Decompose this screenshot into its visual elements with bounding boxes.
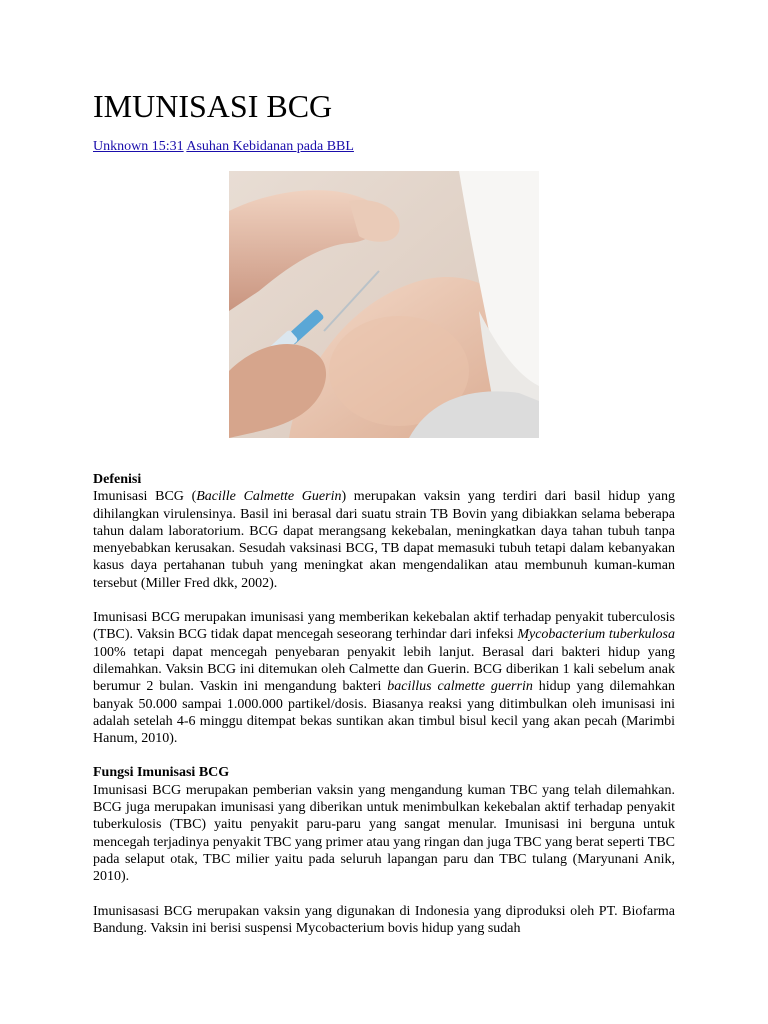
category-link[interactable]: Asuhan Kebidanan pada BBL [186, 139, 354, 154]
vaccination-photo [229, 171, 539, 438]
function-paragraph-2 [93, 903, 675, 938]
definition-heading: Defenisi [93, 472, 142, 487]
page-title: IMUNISASI BCG [93, 88, 333, 124]
italic-term: bacillus calmette guerrin [387, 679, 533, 695]
author-time-link[interactable]: Unknown 15:31 [93, 139, 184, 154]
function-heading: Fungsi Imunisasi BCG [93, 765, 230, 781]
text-run: 100% tetapi dapat mencegah penyebaran penyakit lebih lanjut. Berasal dari bakteri hidup yang dilemahkan. Vaksin BCG ini ditemukan oleh Calmette dan Guerin. BCG diberikan 1 kali sebelum anak berumur 2 bulan. Vaskin ini mengandung bakteri [93, 644, 675, 695]
text-run: ) merupakan vaksin yang terdiri dari basil hidup yang dihilangkan virulensinya. Basil ini berasal dari suatu strain TB Bovin yang dibiakkan selama beberapa tahun dalam laboratorium. BCG dapat merangsang kekebalan, meningkatkan daya tahan tubuh tanpa menyebabkan kerusakan. Sesudah vaksinasi BCG, TB dapat memasuki tubuh tetapi dalam kebanyakan kasus daya pertahanan tubuh yang meningkat akan mengendalikan atau membunuh kuman-kuman tersebut (Miller Fred dkk, 2002). [93, 489, 676, 591]
post-meta [93, 137, 354, 157]
definition-paragraph-1 [93, 471, 675, 592]
text-run: Imunisasi BCG ( [93, 489, 197, 505]
text-run: hidup yang dilemahkan banyak 50.000 sampai 1.000.000 partikel/dosis. Biasanya reaksi yang ditimbulkan oleh imunisasi ini adalah setelah 4-6 minggu ditempat bekas suntikan akan timbul bisul kecil yang akan pecah (Marimbi Hanum, 2010). [93, 679, 675, 747]
text-run: Imunisasi BCG merupakan imunisasi yang memberikan kekebalan aktif terhadap penyakit tuberculosis (TBC). Vaksin BCG tidak dapat mencegah seseorang terhindar dari infeksi [93, 610, 675, 643]
italic-term: Bacille Calmette Guerin [196, 489, 342, 505]
article-body [93, 471, 675, 954]
function-paragraph-1 [93, 764, 675, 885]
text-run: Imunisasasi BCG merupakan vaksin yang digunakan di Indonesia yang diproduksi oleh PT. Biofarma Bandung. Vaksin ini berisi suspensi Mycobacterium bovis hidup yang sudah [93, 903, 675, 936]
text-run: Imunisasi BCG merupakan pemberian vaksin yang mengandung kuman TBC yang telah dilemahkan. BCG juga merupakan imunisasi yang diberikan untuk menimbulkan kekebalan aktif terhadap penyakit tuberkulosis (TBC) yaitu penyakit paru-paru yang sangat menular. Imunisasi ini berguna untuk mencegah terjadinya penyakit TBC yang primer atau yang ringan dan juga TBC yang berat seperti TBC pada selaput otak, TBC milier yaitu pada seluruh lapangan paru dan TBC tulang (Maryunani Anik, 2010). [93, 782, 676, 885]
definition-paragraph-2 [93, 609, 675, 747]
italic-term: Mycobacterium tuberkulosa [517, 627, 675, 643]
